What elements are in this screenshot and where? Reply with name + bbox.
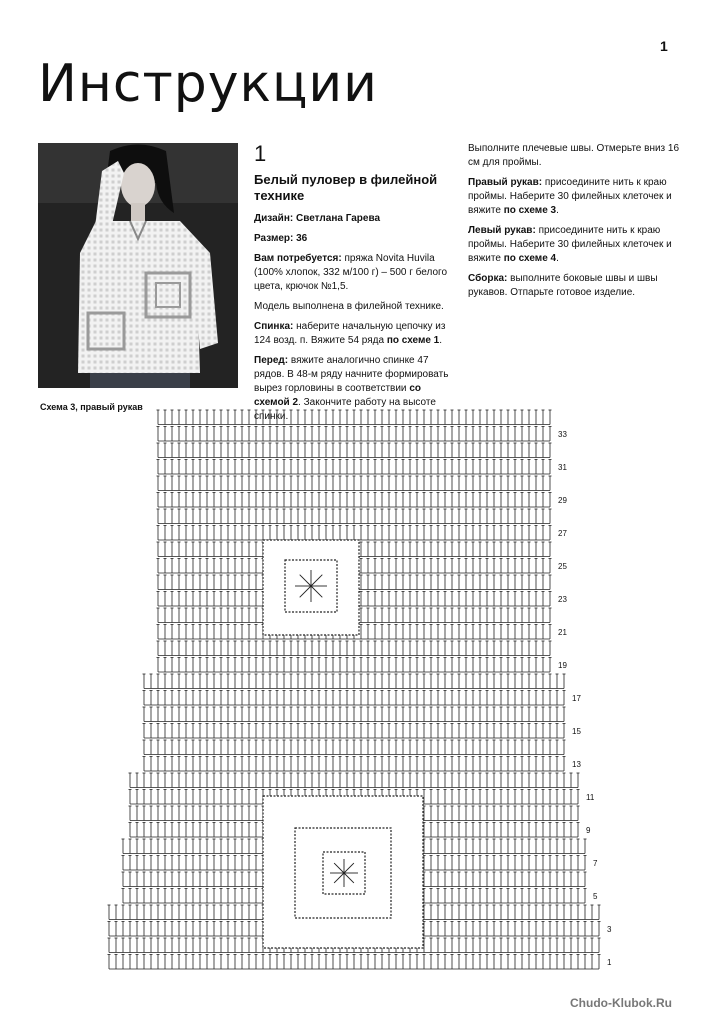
assembly-text: выполните боковые швы и швы рукавов. Отпарьте готовое изделие. (468, 273, 658, 298)
row-number: 7 (593, 858, 598, 868)
page-number: 1 (660, 38, 668, 54)
row-number: 17 (572, 693, 581, 703)
item-title: Белый пуловер в филейной технике (254, 172, 438, 203)
row-number: 25 (558, 561, 567, 571)
size-value: 36 (296, 233, 308, 244)
designer-label: Дизайн: (254, 213, 294, 224)
designer-value: Светлана Гарева (295, 213, 381, 224)
crochet-chart (95, 400, 640, 985)
row-number: 31 (558, 462, 567, 472)
chart-label: Схема 3, правый рукав (40, 402, 143, 412)
instructions-column-2 (468, 142, 680, 306)
watermark: Chudo-Klubok.Ru (570, 996, 672, 1010)
row-number: 23 (558, 594, 567, 604)
designer (254, 212, 454, 226)
front-text: вяжите аналогично спинке 47 рядов. В 48-м ряду начните формировать вырез горловины в соответствии (254, 355, 449, 394)
lower-motif-star (330, 859, 358, 887)
right-sleeve-text: присоедините нить к краю проймы. Наберите 30 филейных клеточек и вяжите (468, 177, 672, 216)
row-number: 9 (586, 825, 591, 835)
shoulder-instructions: Выполните плечевые швы. Отмерьте вниз 16 см для проймы. (468, 143, 680, 168)
row-number: 21 (558, 627, 567, 637)
upper-motif-star (295, 570, 327, 602)
back-text: наберите начальную цепочку из 124 возд. п. Вяжите 54 ряда (254, 321, 446, 346)
left-sleeve-instructions: Левый рукав: присоедините нить к краю проймы. Наберите 30 филейных клеточек и вяжите по схеме 4. (468, 225, 672, 264)
row-number: 13 (572, 759, 581, 769)
size-label: Размер: (254, 233, 294, 244)
row-number: 19 (558, 660, 567, 670)
left-sleeve-text: присоедините нить к краю проймы. Наберите 30 филейных клеточек и вяжите (468, 225, 672, 264)
right-sleeve-scheme: по схеме 3 (503, 205, 557, 216)
right-sleeve-instructions: Правый рукав: присоедините нить к краю проймы. Наберите 30 филейных клеточек и вяжите по схеме 3. (468, 177, 672, 216)
row-number: 5 (593, 891, 598, 901)
row-number: 29 (558, 495, 567, 505)
back-text-end: . (439, 335, 443, 346)
left-sleeve-label: Левый рукав: (468, 225, 536, 236)
right-sleeve-label: Правый рукав: (468, 177, 543, 188)
left-sleeve-scheme: по схеме 4 (503, 253, 557, 264)
row-number: 15 (572, 726, 581, 736)
back-scheme: по схеме 1 (386, 335, 440, 346)
row-number: 1 (607, 957, 612, 967)
technique: Модель выполнена в филейной технике. (254, 301, 444, 312)
model-photo (38, 143, 238, 388)
assembly-instructions (468, 272, 680, 300)
materials-text: пряжа Novita Huvila (100% хлопок, 332 м/100 г) – 500 г белого цвета, крючок №1,5. (254, 253, 448, 292)
row-number: 11 (586, 792, 595, 802)
assembly-label: Сборка: (468, 273, 508, 284)
materials (254, 252, 454, 294)
front-text-end: . Закончите работу на высоте спинки. (254, 397, 436, 422)
materials-label: Вам потребуется: (254, 253, 342, 264)
item-number: 1 (254, 141, 267, 166)
front-label: Перед: (254, 355, 289, 366)
instructions-column-1 (254, 142, 454, 430)
row-number: 3 (607, 924, 612, 934)
row-number: 33 (558, 429, 567, 439)
back-label: Спинка: (254, 321, 294, 332)
back-instructions (254, 320, 454, 348)
front-scheme: со схемой 2 (254, 383, 421, 408)
row-number: 27 (558, 528, 567, 538)
page-title: Инструкции (38, 54, 378, 114)
size (254, 232, 454, 246)
